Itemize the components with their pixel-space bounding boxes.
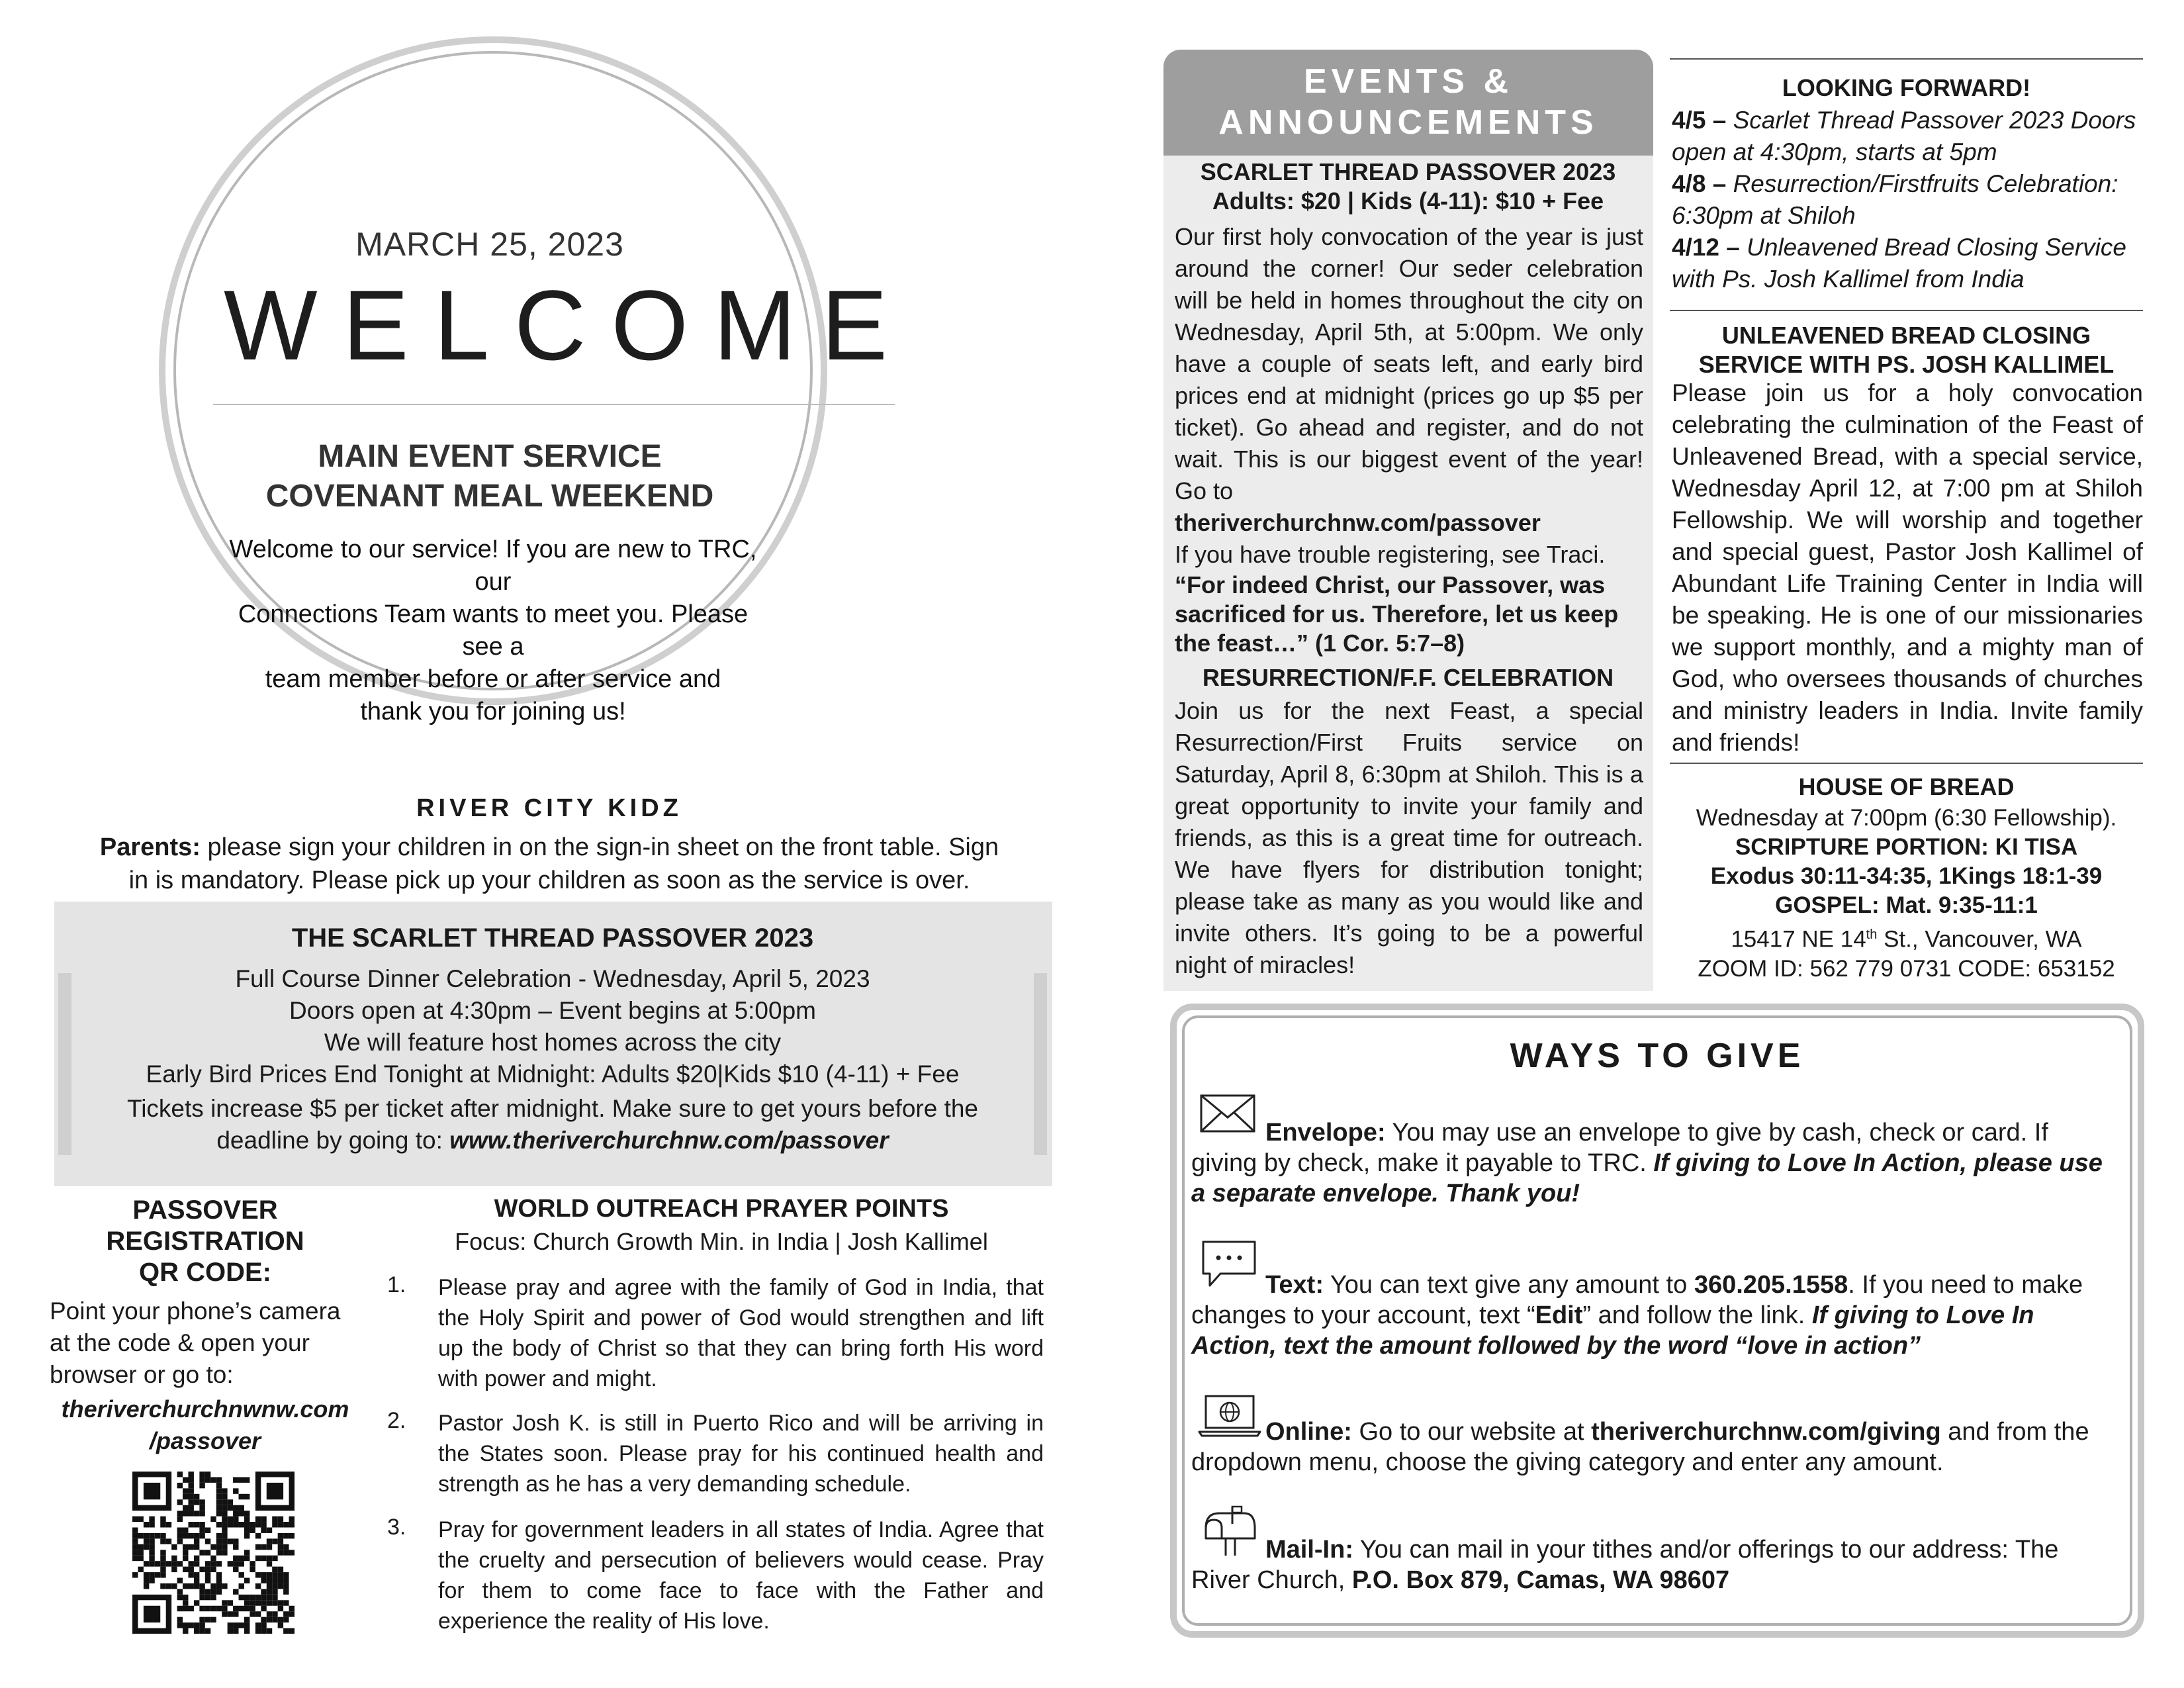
scarlet-deadline-text: deadline by going to: bbox=[216, 1127, 450, 1154]
qr-instruction-line: browser or go to: bbox=[50, 1361, 234, 1388]
scarlet-passover-link[interactable]: www.theriverchurchnw.com/passover bbox=[449, 1127, 889, 1154]
qr-title-line: PASSOVER bbox=[132, 1196, 278, 1225]
passover-event-link[interactable]: theriverchurchnw.com/passover bbox=[1175, 509, 1541, 536]
unleavened-title-line1: UNLEAVENED BREAD CLOSING bbox=[1721, 322, 2091, 349]
looking-forward-text: Unleavened Bread Closing Service with Ps. Josh Kallimel from India bbox=[1672, 234, 2126, 293]
house-of-bread-address bbox=[1670, 920, 2143, 955]
kidz-text-line1: please sign your children in on the sign-in sheet on the front table. Sign bbox=[200, 833, 999, 861]
mail-label: Mail-In: bbox=[1265, 1536, 1353, 1564]
qr-instruction-line: at the code & open your bbox=[50, 1329, 310, 1356]
gospel-reading: GOSPEL: Mat. 9:35-11:1 bbox=[1775, 892, 2038, 918]
qr-title-line: REGISTRATION bbox=[106, 1227, 304, 1256]
qr-title bbox=[40, 1195, 371, 1288]
scarlet-detail-line: Early Bird Prices End Tonight at Midnight: Adults $20|Kids $10 (4-11) + Fee bbox=[146, 1060, 960, 1088]
events-tab-line2: ANNOUNCEMENTS bbox=[1218, 103, 1598, 142]
house-of-bread-details bbox=[1670, 804, 2143, 984]
text-label: Text: bbox=[1265, 1271, 1324, 1299]
online-label: Online: bbox=[1265, 1418, 1352, 1446]
welcome-message-line: team member before or after service and bbox=[265, 665, 721, 693]
qr-code[interactable] bbox=[132, 1472, 295, 1634]
give-mail bbox=[1191, 1534, 2118, 1595]
looking-forward-date: 4/5 – bbox=[1672, 107, 1727, 134]
resurrection-event-description: Join us for the next Feast, a special Resurrection/First Fruits service on Saturday, April 8, 6:30pm at Shiloh. This is a great opportunity to invite your family and friends, as this is a great time for outreach. We have flyers for distribution tonight; please take as many as you would like and invite others. It’s going to be a powerful night of miracles! bbox=[1175, 697, 1643, 978]
outreach-focus: Focus: Church Growth Min. in India | Josh Kallimel bbox=[455, 1228, 988, 1255]
looking-forward-list bbox=[1672, 105, 2148, 295]
divider bbox=[1670, 763, 2143, 764]
qr-instruction-line: Point your phone’s camera bbox=[50, 1297, 341, 1325]
scarlet-box-left-bar bbox=[58, 973, 71, 1155]
events-tab-title bbox=[1163, 61, 1653, 143]
passover-event-prices: Adults: $20 | Kids (4-11): $10 + Fee bbox=[1212, 187, 1604, 214]
prayer-point-text: Pastor Josh K. is still in Puerto Rico and will be arriving in the States soon. Please pray for his continued health and strength as he has a very demanding schedule. bbox=[438, 1411, 1044, 1497]
looking-forward-title: LOOKING FORWARD! bbox=[1782, 74, 2031, 101]
scarlet-box-title: THE SCARLET THREAD PASSOVER 2023 bbox=[291, 923, 814, 953]
qr-url[interactable] bbox=[40, 1393, 371, 1457]
envelope-text: You may use an envelope to give by cash, check or card. If giving by check, make it payable to TRC. bbox=[1191, 1119, 2048, 1177]
scarlet-detail-line: We will feature host homes across the city bbox=[324, 1029, 782, 1056]
outreach-title: WORLD OUTREACH PRAYER POINTS bbox=[494, 1195, 949, 1223]
prayer-point-number: 2. bbox=[387, 1408, 406, 1433]
parents-label: Parents: bbox=[99, 833, 201, 861]
scripture-portion: SCRIPTURE PORTION: KI TISA bbox=[1735, 834, 2078, 860]
kidz-text bbox=[53, 831, 1046, 897]
service-title-line2: COVENANT MEAL WEEKEND bbox=[265, 479, 714, 514]
scarlet-box-details bbox=[73, 963, 1032, 1156]
scarlet-detail-line: Doors open at 4:30pm – Event begins at 5:00pm bbox=[289, 997, 816, 1024]
qr-title-line: QR CODE: bbox=[139, 1258, 271, 1287]
unleavened-title-line2: SERVICE WITH PS. JOSH KALLIMEL bbox=[1698, 351, 2115, 378]
divider bbox=[1670, 310, 2143, 311]
looking-forward-text: Resurrection/Firstfruits Celebration: 6:30pm at Shiloh bbox=[1672, 170, 2118, 229]
passover-event-title: SCARLET THREAD PASSOVER 2023 bbox=[1200, 158, 1616, 185]
zoom-details: ZOOM ID: 562 779 0731 CODE: 653152 bbox=[1698, 955, 2115, 982]
giving-link[interactable]: theriverchurchnw.com/giving bbox=[1591, 1418, 1941, 1446]
divider bbox=[1670, 58, 2143, 60]
scarlet-detail-line: Full Course Dinner Celebration - Wednesday, April 5, 2023 bbox=[235, 965, 870, 992]
give-online bbox=[1191, 1417, 2118, 1477]
text-part: ” and follow the link. bbox=[1582, 1301, 1812, 1329]
welcome-message-line: Connections Team wants to meet you. Please see a bbox=[238, 600, 749, 661]
text-note: If giving to Love In Action, text the amount followed by the word “love in action” bbox=[1191, 1301, 2034, 1360]
prayer-point-number: 1. bbox=[387, 1272, 406, 1297]
address-part: 15417 NE 14 bbox=[1731, 926, 1866, 953]
give-envelope bbox=[1191, 1117, 2118, 1209]
envelope-note: If giving to Love In Action, please use a separate envelope. Thank you! bbox=[1191, 1149, 2103, 1207]
passover-event-description: Our first holy convocation of the year is just around the corner! Our seder celebration will be held in homes throughout the city on Wednesday, April 5th, at 5:00pm. We only have a couple of seats left, and early bird prices end at midnight (prices go up $5 per ticket). Go ahead and register, and do not wait. This is our biggest event of the year! Go to bbox=[1175, 223, 1643, 504]
address-superscript: th bbox=[1866, 927, 1878, 942]
kidz-text-line2: in is mandatory. Please pick up your children as soon as the service is over. bbox=[128, 867, 970, 894]
unleavened-title bbox=[1670, 321, 2143, 379]
give-text bbox=[1191, 1270, 2118, 1361]
text-give-number[interactable]: 360.205.1558 bbox=[1694, 1271, 1848, 1299]
looking-forward-text: Scarlet Thread Passover 2023 Doors open at 4:30pm, starts at 5pm bbox=[1672, 107, 2136, 165]
online-text: Go to our website at bbox=[1351, 1418, 1592, 1446]
passover-scripture-quote: “For indeed Christ, our Passover, was sacrificed for us. Therefore, let us keep the feast…” (1 Cor. 5:7–8) bbox=[1175, 571, 1619, 657]
welcome-message bbox=[225, 534, 761, 728]
house-of-bread-time: Wednesday at 7:00pm (6:30 Fellowship). bbox=[1696, 805, 2117, 831]
qr-url-line: /passover bbox=[149, 1427, 261, 1454]
looking-forward-item bbox=[1672, 168, 2148, 232]
prayer-point-number: 3. bbox=[387, 1515, 406, 1540]
service-title-line1: MAIN EVENT SERVICE bbox=[318, 439, 662, 474]
text-part: You can text give any amount to bbox=[1323, 1271, 1694, 1299]
welcome-divider bbox=[213, 404, 895, 405]
qr-url-line: theriverchurchnwnw.com bbox=[61, 1395, 349, 1423]
ways-to-give-title: WAYS TO GIVE bbox=[1510, 1037, 1805, 1075]
mail-text: You can mail in your tithes and/or offerings to our address: The River Church, bbox=[1191, 1536, 2059, 1594]
online-text: and from the dropdown menu, choose the giving category and enter any amount. bbox=[1191, 1418, 2089, 1476]
passover-event-help: If you have trouble registering, see Traci. bbox=[1175, 541, 1606, 568]
resurrection-event-title: RESURRECTION/F.F. CELEBRATION bbox=[1202, 664, 1614, 691]
scarlet-detail-line: Tickets increase $5 per ticket after midnight. Make sure to get yours before the bbox=[126, 1095, 979, 1122]
qr-instructions bbox=[50, 1295, 394, 1391]
text-edit-keyword: Edit bbox=[1535, 1301, 1583, 1329]
house-of-bread-title: HOUSE OF BREAD bbox=[1798, 773, 2015, 800]
unleavened-description: Please join us for a holy convocation celebrating the culmination of the Feast of Unleavened Bread, with a special service, Wednesday April 12, at 7:00 pm at Shiloh Fellowship. We will worship and together and special guest, Pastor Josh Kallimel of Abundant Life Training Center in India will be speaking. He is one of our missionaries we support monthly, and a mighty man of God, who oversees thousands of churches and ministry leaders in India. Invite family and friends! bbox=[1672, 379, 2143, 756]
scarlet-box-right-bar bbox=[1034, 973, 1047, 1155]
looking-forward-item bbox=[1672, 105, 2148, 168]
prayer-point-text: Pray for government leaders in all states of India. Agree that the cruelty and persecution of believers would cease. Pray for them to come face to face with the Father and experience the reality of His love. bbox=[438, 1517, 1044, 1634]
looking-forward-date: 4/8 – bbox=[1672, 170, 1727, 197]
service-date: MARCH 25, 2023 bbox=[355, 226, 624, 263]
welcome-message-line: thank you for joining us! bbox=[360, 698, 626, 726]
text-part: . If you need to make changes to your account, text “ bbox=[1191, 1271, 2083, 1329]
prayer-point-text: Please pray and agree with the family of God in India, that the Holy Spirit and power of God would strengthen and lift up the body of Christ so that they can bring forth His word with power and might. bbox=[438, 1275, 1044, 1391]
mail-address: P.O. Box 879, Camas, WA 98607 bbox=[1351, 1566, 1730, 1594]
welcome-heading: WELCOME bbox=[224, 269, 913, 381]
welcome-message-line: Welcome to our service! If you are new to TRC, our bbox=[229, 536, 757, 596]
service-title bbox=[199, 437, 781, 516]
looking-forward-date: 4/12 – bbox=[1672, 234, 1740, 261]
events-tab-line1: EVENTS & bbox=[1303, 62, 1514, 101]
address-part: St., Vancouver, WA bbox=[1877, 926, 2082, 953]
kidz-heading: RIVER CITY KIDZ bbox=[416, 794, 682, 822]
envelope-label: Envelope: bbox=[1265, 1119, 1386, 1147]
looking-forward-item bbox=[1672, 232, 2148, 295]
scripture-readings: Exodus 30:11-34:35, 1Kings 18:1-39 bbox=[1710, 863, 2103, 889]
